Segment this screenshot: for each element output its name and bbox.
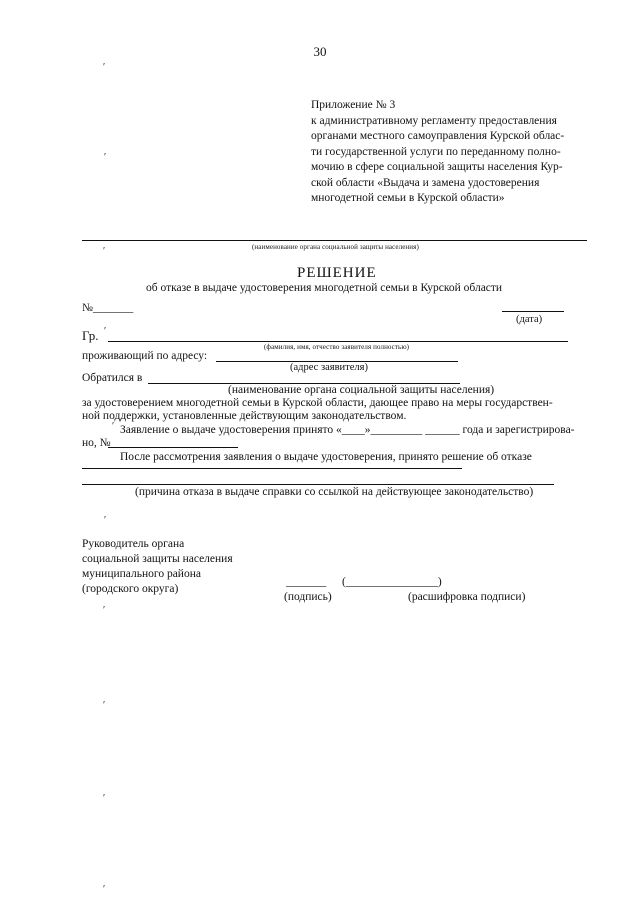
application-number-line [108, 447, 238, 448]
document-title: РЕШЕНИЕ [297, 265, 377, 281]
head-title-line: Руководитель органа [82, 538, 185, 550]
address-caption: (адрес заявителя) [290, 362, 368, 373]
application-line: Заявление о выдаче удостоверения принято «____»_________ ______ года и зарегистрирова- [120, 424, 575, 436]
applicant-line [108, 341, 568, 342]
appendix-line: мочию в сфере социальной защиты населения Кур- [311, 161, 563, 173]
signature-caption: (подпись) [284, 591, 332, 603]
margin-mark: ʹ [103, 700, 106, 711]
appendix-header [311, 98, 611, 207]
reason-line [82, 468, 462, 469]
after-review-text: После рассмотрения заявления о выдаче удостоверения, принято решение об отказе [120, 451, 532, 463]
appendix-line: ти государственной услуги по переданному полно- [311, 145, 561, 158]
applied-caption: (наименование органа социальной защиты населения) [228, 384, 495, 396]
margin-mark: ʹ [103, 884, 106, 895]
margin-mark: ʹ [103, 605, 106, 616]
head-title-line: социальной защиты населения [82, 553, 233, 565]
date-line [502, 311, 564, 312]
reason-caption: (причина отказа в выдаче справки со ссылкой на действующее законодательство) [135, 486, 534, 498]
appendix-line: к административному регламенту предоставления [311, 114, 557, 127]
address-label: проживающий по адресу: [82, 350, 208, 362]
appendix-line: многодетной семьи в Курской области» [311, 192, 505, 204]
margin-mark: ʹ [104, 152, 107, 163]
appendix-line: ской области «Выдача и замена удостоверения [311, 176, 540, 189]
margin-mark: ʹ [103, 62, 106, 73]
date-caption: (дата) [516, 314, 543, 325]
applicant-caption: (фамилия, имя, отчество заявителя полностью) [264, 343, 410, 351]
decoding-caption: (расшифровка подписи) [408, 591, 526, 603]
decoding-blank: (________________) [342, 576, 442, 588]
head-title-line: муниципального района [82, 568, 201, 580]
reason-line [82, 484, 554, 485]
body-line: ной поддержки, установленные действующим законодательством. [82, 410, 407, 422]
decision-number: №_______ [82, 302, 134, 314]
applicant-label: Гр. [82, 328, 99, 343]
margin-mark: ʹ [104, 326, 107, 337]
head-title-line: (городского округа) [82, 583, 179, 595]
organ-name-caption: (наименование органа социальной защиты населения) [252, 243, 419, 251]
body-line: за удостоверением многодетной семьи в Курской области, дающее право на меры государствен- [82, 397, 553, 409]
organ-name-line [82, 240, 587, 241]
margin-mark: ʹ [103, 793, 106, 804]
appendix-line: органами местного самоуправления Курской облас- [311, 130, 565, 142]
document-subtitle: об отказе в выдаче удостоверения многодетной семьи в Курской области [146, 282, 503, 294]
margin-mark: ʹ [103, 246, 106, 257]
appendix-line: Приложение № 3 [311, 99, 396, 111]
application-number-label: но, № [82, 437, 111, 449]
applied-label: Обратился в [82, 372, 143, 384]
signature-blank: _______ [286, 576, 327, 588]
page-number: 30 [313, 44, 327, 59]
margin-mark: ʹ [104, 515, 107, 526]
margin-mark: ʹ [112, 421, 115, 432]
